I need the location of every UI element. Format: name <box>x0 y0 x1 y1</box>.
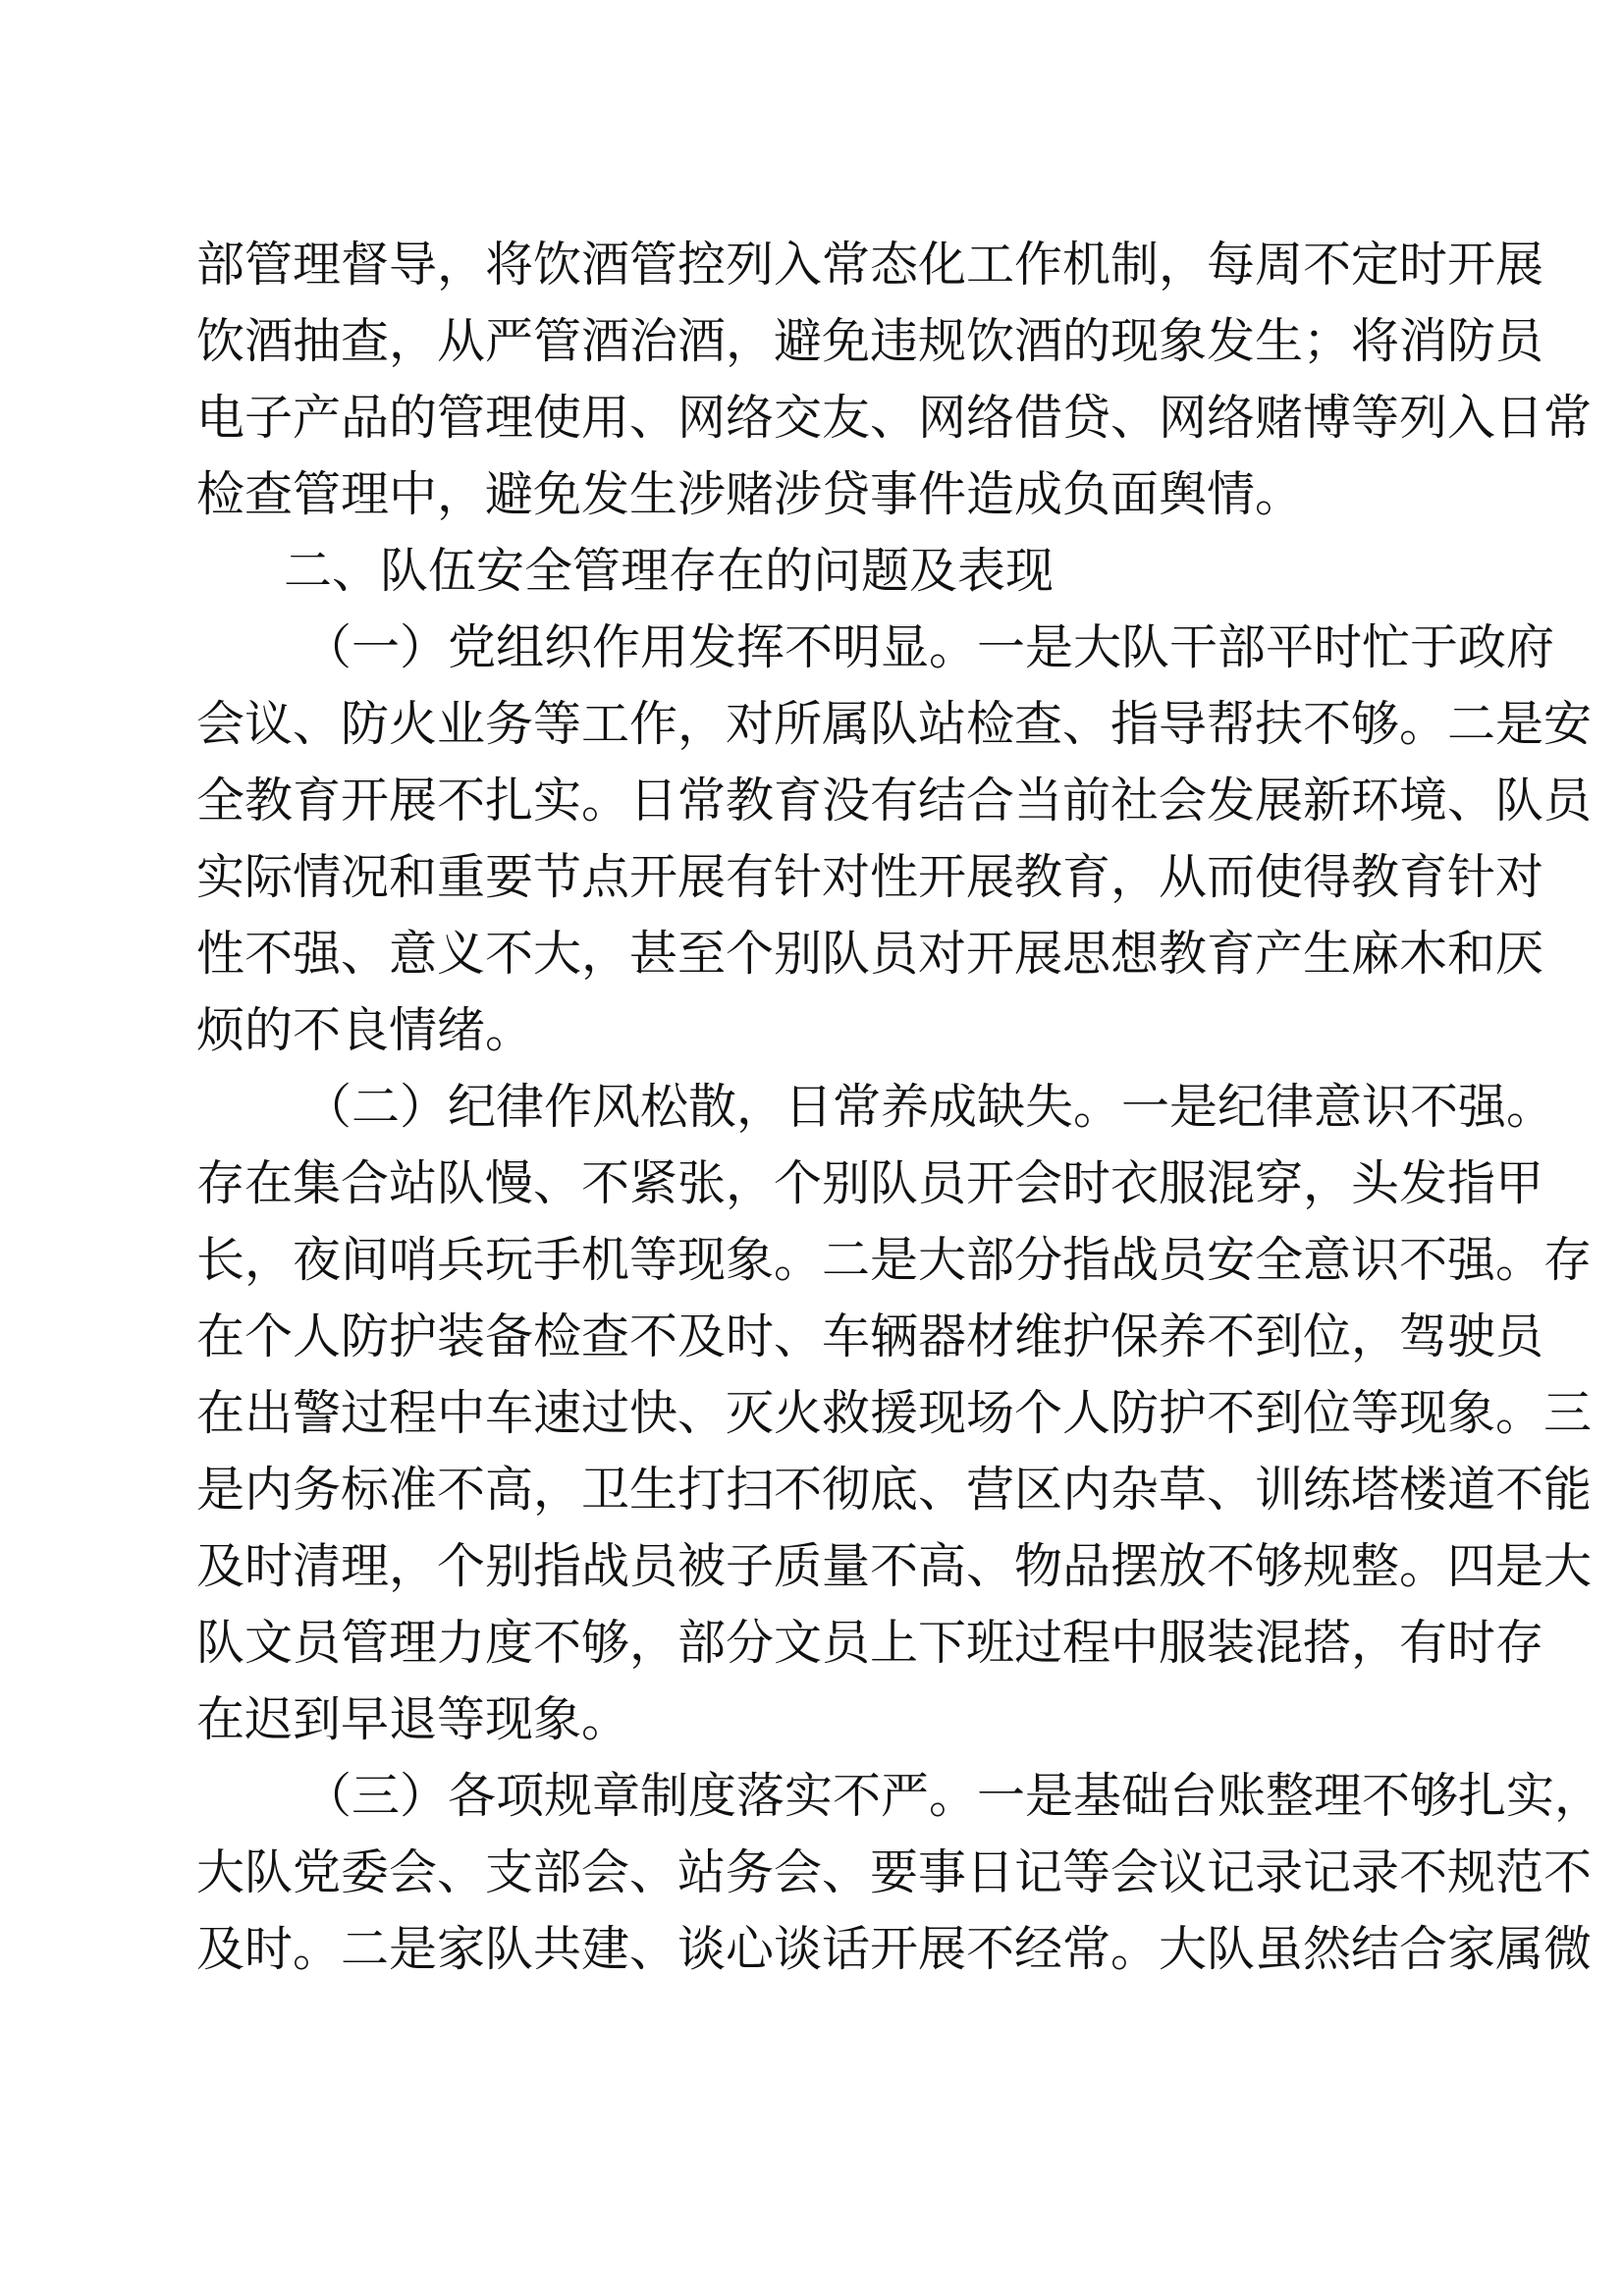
text-line: 部管理督导，将饮酒管控列入常态化工作机制，每周不定时开展 <box>196 237 1544 293</box>
section-heading: 二、队伍安全管理存在的问题及表现 <box>284 543 1055 599</box>
text-line: （一）党组织作用发挥不明显。一是大队干部平时忙于政府 <box>303 619 1555 675</box>
text-line: 及时清理，个别指战员被子质量不高、物品摆放不够规整。四是大 <box>196 1538 1593 1594</box>
text-line: 是内务标准不高，卫生打扫不彻底、营区内杂草、训练塔楼道不能 <box>196 1462 1593 1518</box>
text-line: 性不强、意义不大，甚至个别队员对开展思想教育产生麻木和厌 <box>196 926 1544 982</box>
text-line: 检查管理中，避免发生涉赌涉贷事件造成负面舆情。 <box>196 466 1304 522</box>
text-line: 全教育开展不扎实。日常教育没有结合当前社会发展新环境、队员 <box>196 773 1593 828</box>
text-line: 存在集合站队慢、不紧张，个别队员开会时衣服混穿，头发指甲 <box>196 1155 1544 1211</box>
text-line: 在出警过程中车速过快、灭火救援现场个人防护不到位等现象。三 <box>196 1385 1593 1441</box>
text-line: 实际情况和重要节点开展有针对性开展教育，从而使得教育针对 <box>196 849 1544 905</box>
text-line: 电子产品的管理使用、网络交友、网络借贷、网络赌博等列入日常 <box>196 390 1593 446</box>
text-line: 饮酒抽查，从严管酒治酒，避免违规饮酒的现象发生；将消防员 <box>196 313 1544 369</box>
text-line: 会议、防火业务等工作，对所属队站检查、指导帮扶不够。二是安 <box>196 696 1593 752</box>
text-line: 烦的不良情绪。 <box>196 1002 534 1058</box>
text-line: 在个人防护装备检查不及时、车辆器材维护保养不到位，驾驶员 <box>196 1308 1544 1364</box>
text-line: （二）纪律作风松散，日常养成缺失。一是纪律意识不强。 <box>303 1079 1555 1135</box>
text-line: 队文员管理力度不够，部分文员上下班过程中服装混搭，有时存 <box>196 1615 1544 1671</box>
text-line: 长，夜间哨兵玩手机等现象。二是大部分指战员安全意识不强。存 <box>196 1232 1593 1288</box>
text-line: 在迟到早退等现象。 <box>196 1691 630 1747</box>
text-line: 及时。二是家队共建、谈心谈话开展不经常。大队虽然结合家属微 <box>196 1921 1593 1977</box>
text-line: 大队党委会、支部会、站务会、要事日记等会议记录记录不规范不 <box>196 1844 1593 1900</box>
text-line: （三）各项规章制度落实不严。一是基础台账整理不够扎实， <box>303 1768 1603 1824</box>
